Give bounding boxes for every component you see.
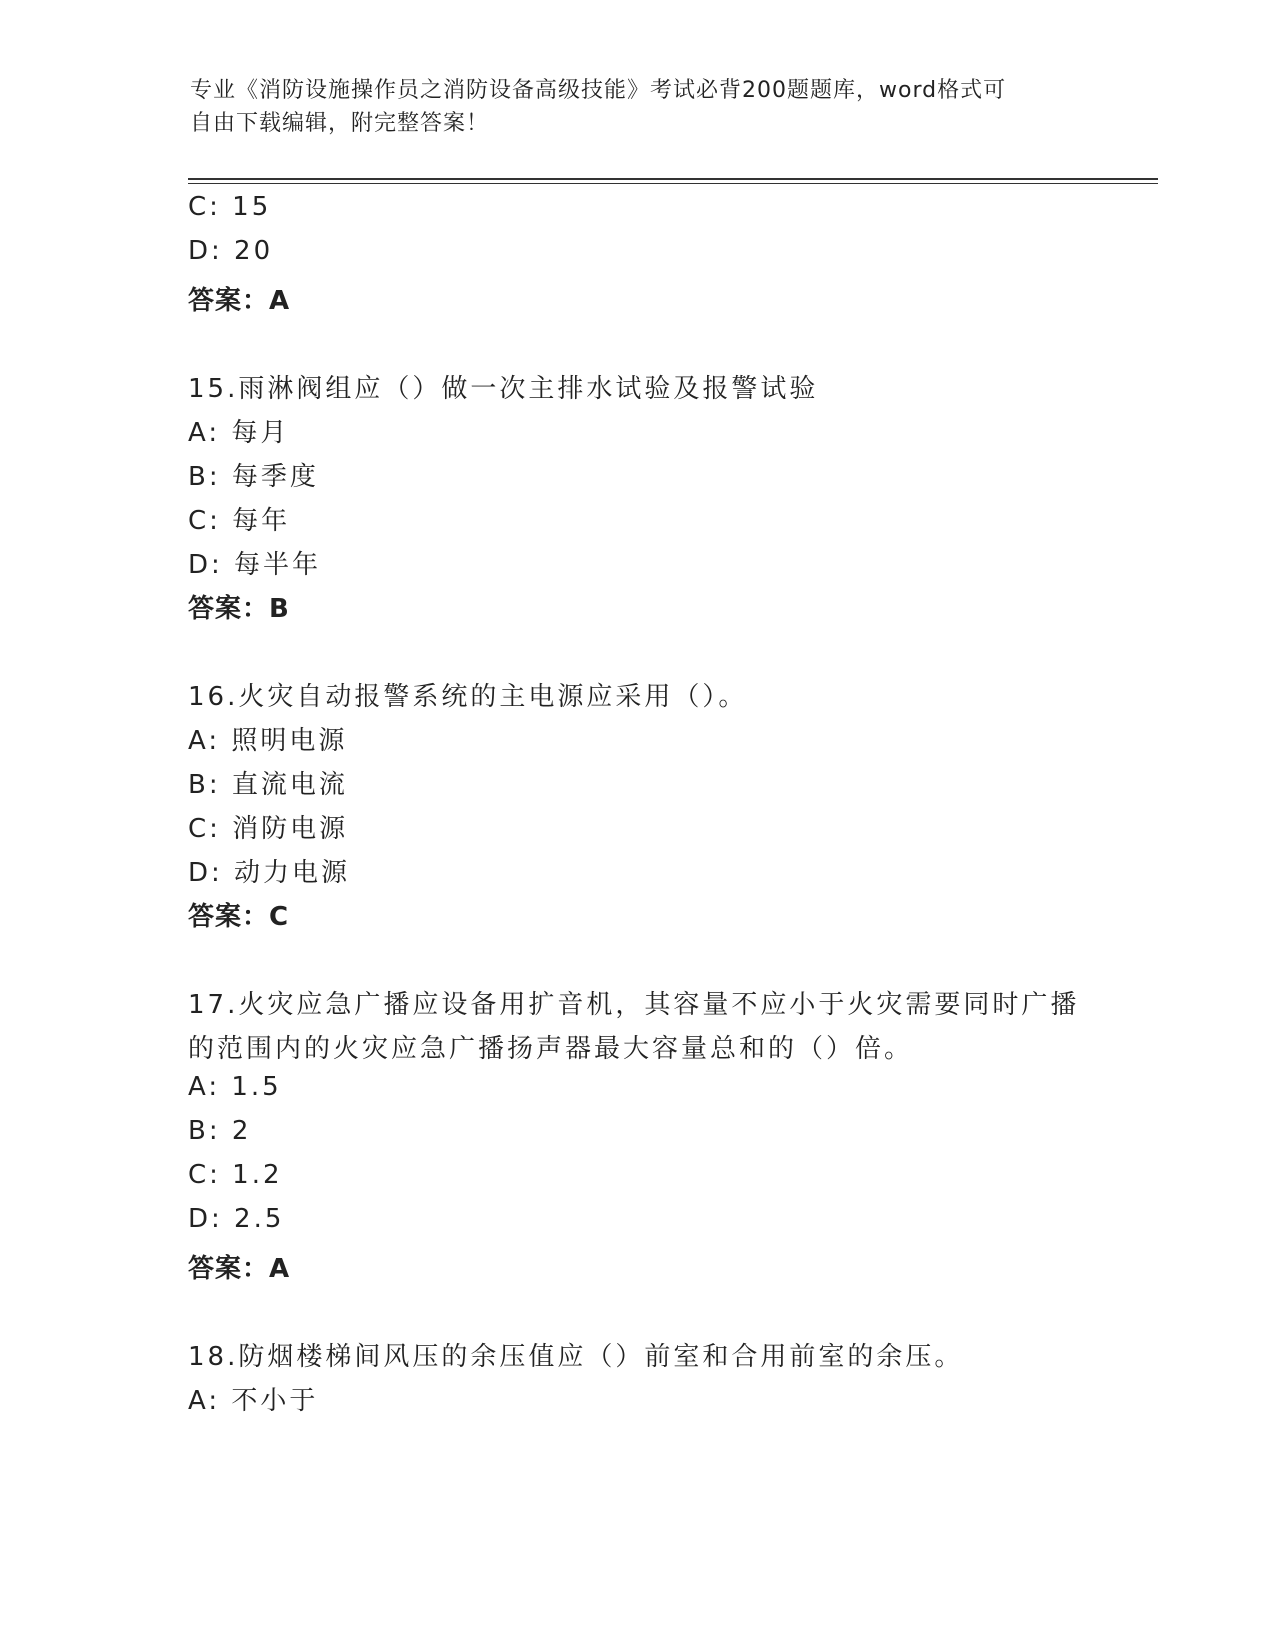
question-stem: 16.火灾自动报警系统的主电源应采用（）。 — [188, 682, 748, 712]
header-divider-thin — [188, 183, 1158, 184]
header-line-2: 自由下载编辑，附完整答案！ — [190, 111, 490, 136]
document-header — [190, 74, 1090, 140]
option-c: C: 1.2 — [188, 1160, 283, 1190]
question-stem: 15.雨淋阀组应（）做一次主排水试验及报警试验 — [188, 374, 819, 404]
answer-line: 答案：B — [188, 594, 290, 624]
option-d: D: 2.5 — [188, 1204, 285, 1234]
option-c: C: 每年 — [188, 506, 291, 536]
answer-line: 答案：C — [188, 902, 290, 932]
option-c: C: 消防电源 — [188, 814, 349, 844]
option-b: B: 直流电流 — [188, 770, 348, 800]
question-stem-line-1: 17.火灾应急广播应设备用扩音机，其容量不应小于火灾需要同时广播 — [188, 990, 1080, 1020]
option-d: D: 动力电源 — [188, 858, 351, 888]
option-a: A: 不小于 — [188, 1386, 319, 1416]
option-c: C: 15 — [188, 192, 272, 222]
option-d: D: 每半年 — [188, 550, 322, 580]
option-b: B: 2 — [188, 1116, 252, 1146]
answer-line: 答案：A — [188, 1254, 291, 1284]
option-a: A: 1.5 — [188, 1072, 282, 1102]
option-b: B: 每季度 — [188, 462, 319, 492]
option-a: A: 照明电源 — [188, 726, 348, 756]
option-d: D: 20 — [188, 236, 274, 266]
header-line-1: 专业《消防设施操作员之消防设备高级技能》考试必背200题题库，word格式可 — [190, 78, 1007, 103]
answer-line: 答案：A — [188, 286, 291, 316]
header-divider — [188, 178, 1158, 180]
question-stem-line-2: 的范围内的火灾应急广播扬声器最大容量总和的（）倍。 — [188, 1034, 914, 1064]
question-stem: 18.防烟楼梯间风压的余压值应（）前室和合用前室的余压。 — [188, 1342, 964, 1372]
option-a: A: 每月 — [188, 418, 290, 448]
